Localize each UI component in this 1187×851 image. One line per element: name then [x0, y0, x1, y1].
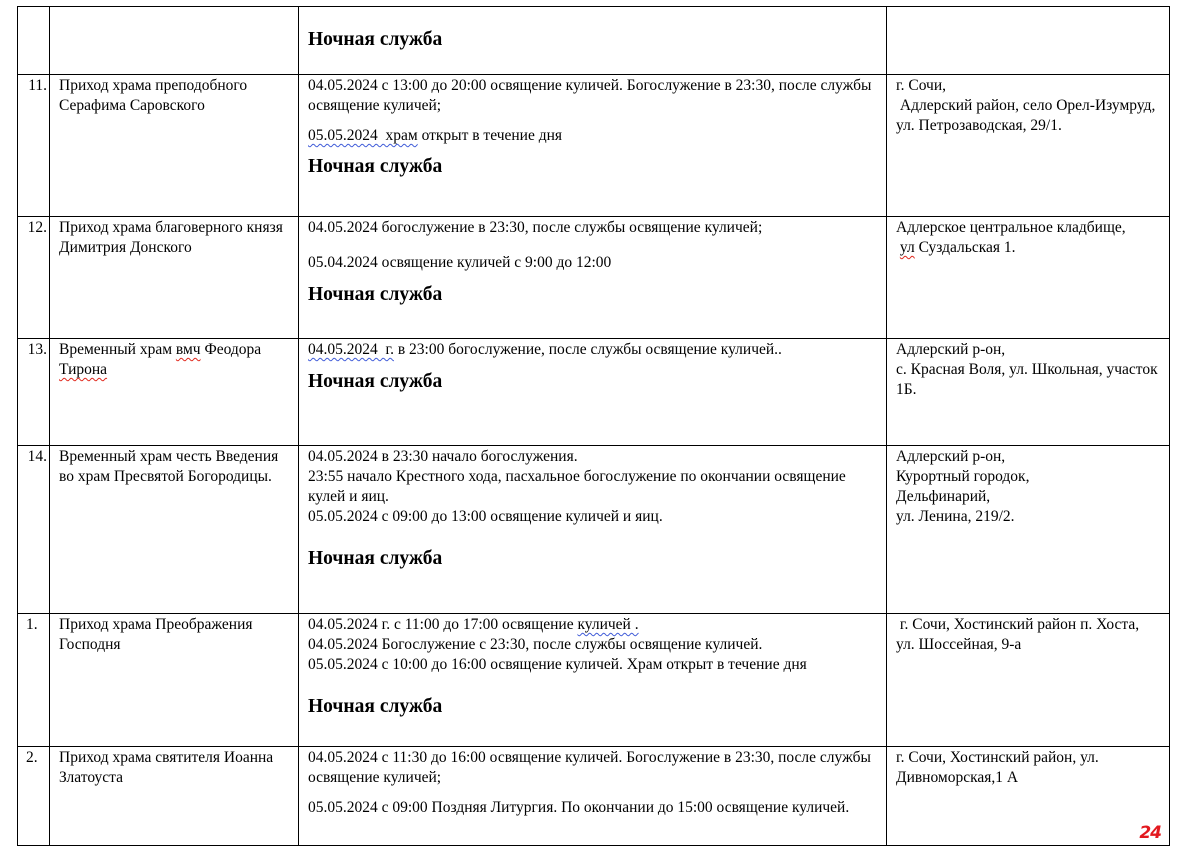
address-cell	[887, 75, 1170, 217]
church-name-cell	[50, 747, 299, 846]
church-name: Приход храма святителя Иоанна Златоуста	[59, 749, 274, 786]
service-text: 05.04.2024 освящение куличей с 9:00 до 12:00	[308, 254, 612, 271]
address: Адлерский р-он, с. Красная Воля, ул. Школьная, участок 1Б.	[896, 341, 1158, 398]
schedule-table	[17, 6, 1170, 846]
address-cell	[887, 339, 1170, 446]
row-number-cell	[18, 614, 50, 747]
table-row	[18, 339, 1170, 446]
service-cell	[299, 217, 887, 339]
church-name-cell	[50, 217, 299, 339]
address: г. Сочи, Хостинский район, ул. Дивноморская,1 А	[896, 749, 1103, 786]
address-cell	[887, 217, 1170, 339]
row-number: 1.	[26, 616, 38, 633]
watermark-logo: 24	[1139, 823, 1161, 843]
service-text: 05.05.2024 храм открыт в течение дня	[308, 127, 563, 144]
night-service-label: Ночная служба	[308, 156, 443, 177]
church-name-cell	[50, 7, 299, 75]
service-text: 04.05.2024 г. в 23:00 богослужение, после службы освящение куличей..	[308, 341, 782, 358]
service-cell	[299, 747, 887, 846]
table-row	[18, 75, 1170, 217]
church-name: Приход храма преподобного Серафима Саровского	[59, 77, 248, 114]
table-row	[18, 446, 1170, 614]
table-row	[18, 747, 1170, 846]
service-cell	[299, 7, 887, 75]
night-service-label: Ночная служба	[308, 371, 443, 392]
night-service-label: Ночная служба	[308, 29, 443, 50]
address: Адлерский р-он, Курортный городок, Дельфинарий, ул. Ленина, 219/2.	[896, 448, 1030, 525]
service-text: 04.05.2024 богослужение в 23:30, после службы освящение куличей;	[308, 219, 763, 236]
address-cell	[887, 747, 1170, 846]
night-service-label: Ночная служба	[308, 548, 443, 569]
row-number-cell	[18, 217, 50, 339]
address-cell	[887, 614, 1170, 747]
address: г. Сочи, Адлерский район, село Орел-Изумруд, ул. Петрозаводская, 29/1.	[896, 77, 1156, 134]
table-row	[18, 614, 1170, 747]
church-name-cell	[50, 75, 299, 217]
service-text: 04.05.2024 с 11:30 до 16:00 освящение куличей. Богослужение в 23:30, после службы освящение куличей;	[308, 749, 875, 786]
row-number-cell	[18, 75, 50, 217]
row-number-cell	[18, 747, 50, 846]
church-name: Временный храм вмч Феодора Тирона	[59, 341, 262, 378]
church-name-cell	[50, 339, 299, 446]
address-cell	[887, 7, 1170, 75]
row-number-cell	[18, 446, 50, 614]
church-name: Временный храм честь Введения во храм Пресвятой Богородицы.	[59, 448, 279, 485]
night-service-label: Ночная служба	[308, 284, 443, 305]
table-row	[18, 217, 1170, 339]
table-row	[18, 7, 1170, 75]
row-number-cell	[18, 7, 50, 75]
row-number: 14.	[27, 448, 47, 465]
service-cell	[299, 614, 887, 747]
service-text: 04.05.2024 с 13:00 до 20:00 освящение куличей. Богослужение в 23:30, после службы освящение куличей;	[308, 77, 876, 114]
row-number: 2.	[26, 749, 38, 766]
service-text: 04.05.2024 г. с 11:00 до 17:00 освящение куличей . 04.05.2024 Богослужение с 23:30, после службы освящение куличей. 05.05.2024 с 10:00 до 16:00 освящение куличей. Храм открыт в течение дня	[308, 616, 807, 673]
church-name: Приход храма благоверного князя Димитрия Донского	[59, 219, 283, 256]
church-name-cell	[50, 446, 299, 614]
row-number: 13.	[27, 341, 47, 358]
service-text: 04.05.2024 в 23:30 начало богослужения. 23:55 начало Крестного хода, пасхальное богослужение по окончании освящение кулей и яиц. 05.05.2024 с 09:00 до 13:00 освящение куличей и яиц.	[308, 448, 846, 525]
service-cell	[299, 339, 887, 446]
address-cell	[887, 446, 1170, 614]
church-name-cell	[50, 614, 299, 747]
address: г. Сочи, Хостинский район п. Хоста, ул. Шоссейная, 9-а	[896, 616, 1140, 653]
row-number: 11.	[28, 77, 47, 94]
service-text: 05.05.2024 с 09:00 Поздняя Литургия. По окончании до 15:00 освящение куличей.	[308, 799, 850, 816]
service-cell	[299, 75, 887, 217]
service-cell	[299, 446, 887, 614]
row-number: 12.	[27, 219, 47, 236]
church-name: Приход храма Преображения Господня	[59, 616, 253, 653]
night-service-label: Ночная служба	[308, 696, 443, 717]
row-number-cell	[18, 339, 50, 446]
address: Адлерское центральное кладбище, ул Суздальская 1.	[896, 219, 1126, 256]
